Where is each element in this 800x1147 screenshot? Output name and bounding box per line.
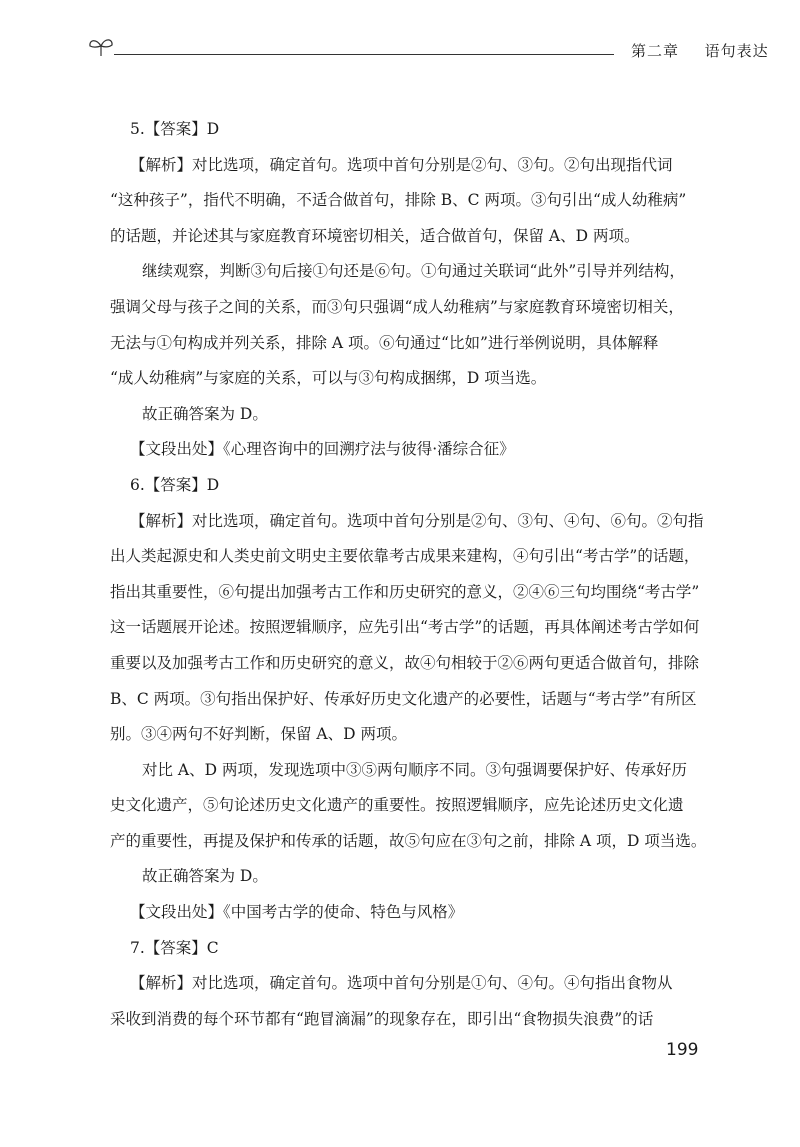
source-line: 【文段出处】《心理咨询中的回溯疗法与彼得·潘综合征》: [130, 440, 515, 459]
page-body: [110, 112, 707, 1037]
text-line: “这种孩子”，指代不明确，不适合做首句，排除 B、C 两项。③句引出“成人幼稚病”: [110, 191, 687, 210]
text-line: 重要以及加强考古工作和历史研究的意义，故④句相较于②⑥两句更适合做首句，排除: [110, 653, 700, 672]
text-line: 【解析】对比选项，确定首句。选项中首句分别是②句、③句、④句、⑥句。②句指: [130, 511, 704, 530]
source-line: 【文段出处】《中国考古学的使命、特色与风格》: [130, 903, 464, 922]
text-line: 强调父母与孩子之间的关系，而③句只强调“成人幼稚病”与家庭教育环境密切相关，: [110, 297, 684, 316]
text-line: 出人类起源史和人类史前文明史主要依靠考古成果来建构，④句引出“考古学”的话题，: [110, 547, 700, 566]
chapter-number: 第二章: [631, 42, 680, 60]
text-line: 继续观察，判断③句后接①句还是⑥句。①句通过关联词“此外”引导并列结构，: [142, 262, 685, 281]
text-line: 【解析】对比选项，确定首句。选项中首句分别是②句、③句。②句出现指代词: [130, 155, 673, 174]
chapter-label: [631, 40, 769, 61]
text-line: 无法与①句构成并列关系，排除 A 项。⑥句通过“比如”进行举例说明，具体解释: [110, 333, 659, 352]
text-line: 这一话题展开论述。按照逻辑顺序，应先引出“考古学”的话题，再具体阐述考古学如何: [110, 618, 700, 637]
header-rule: [114, 54, 614, 55]
text-line: B、C 两项。③句指出保护好、传承好历史文化遗产的必要性，话题与“考古学”有所区: [110, 689, 697, 708]
conclusion-line: 故正确答案为 D。: [142, 867, 268, 886]
chapter-title: 语句表达: [704, 42, 769, 60]
running-header: [88, 34, 769, 64]
page-number: 199: [666, 1040, 699, 1060]
text-line: 产的重要性，再提及保护和传承的话题，故⑤句应在③句之前，排除 A 项，D 项当选。: [110, 831, 707, 850]
sprout-icon: [88, 34, 114, 58]
text-line: 史文化遗产，⑤句论述历史文化遗产的重要性。按照逻辑顺序，应先论述历史文化遗: [110, 796, 684, 815]
answer-7-heading: 7.【答案】C: [130, 938, 219, 957]
text-line: 的话题，并论述其与家庭教育环境密切相关，适合做首句，保留 A、D 两项。: [110, 226, 640, 245]
text-line: 指出其重要性，⑥句提出加强考古工作和历史研究的意义，②④⑥三句均围绕“考古学”: [110, 582, 700, 601]
text-line: 采收到消费的每个环节都有“跑冒滴漏”的现象存在，即引出“食物损失浪费”的话: [110, 1009, 654, 1028]
text-line: 【解析】对比选项，确定首句。选项中首句分别是①句、④句。④句指出食物从: [130, 974, 673, 993]
answer-6-heading: 6.【答案】D: [130, 475, 220, 494]
conclusion-line: 故正确答案为 D。: [142, 404, 268, 423]
text-line: “成人幼稚病”与家庭的关系，可以与③句构成捆绑，D 项当选。: [110, 369, 547, 388]
text-line: 对比 A、D 两项，发现选项中③⑤两句顺序不同。③句强调要保护好、传承好历: [142, 760, 687, 779]
answer-5-heading: 5.【答案】D: [130, 120, 220, 138]
text-line: 别。③④两句不好判断，保留 A、D 两项。: [110, 725, 407, 744]
